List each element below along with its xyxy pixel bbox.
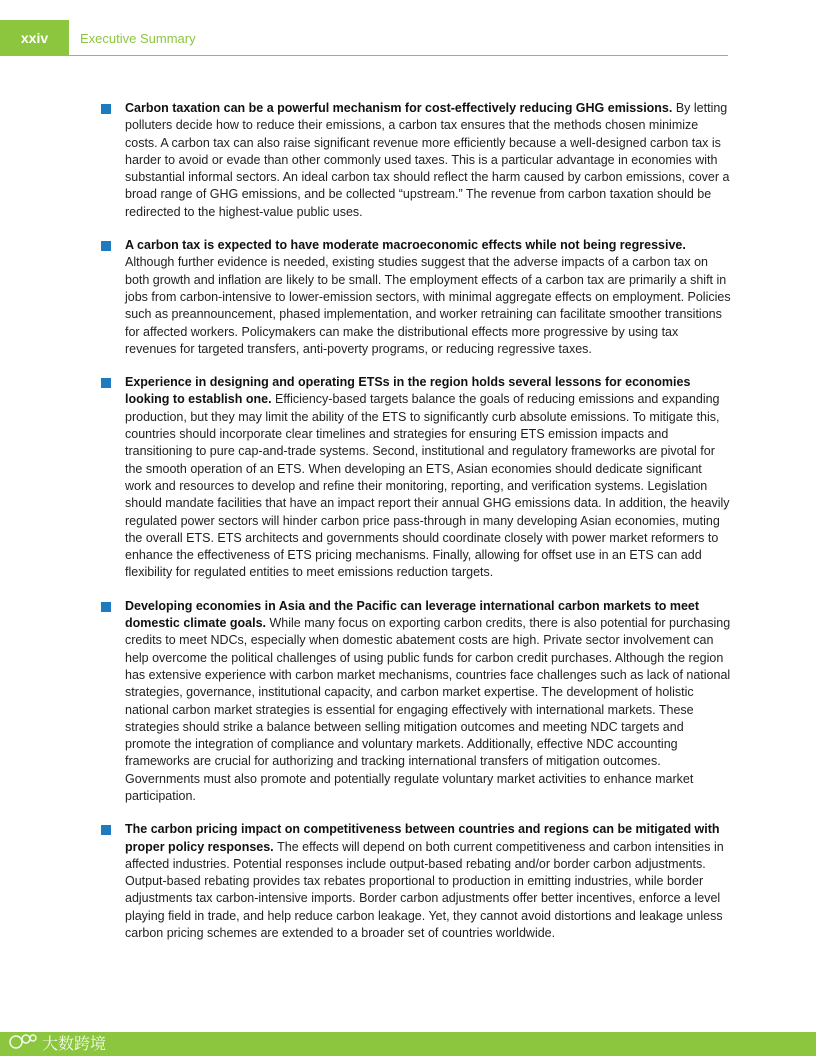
bullet-item bbox=[101, 100, 731, 221]
bullet-body: The effects will depend on both current competitiveness and carbon intensities in affected industries. Potential responses include output-based rebating and/or border carbon adjustments. Output-based rebating provides tax rebates proportional to production in emitting industries, while border adjustments tax carbon-intensive imports. Border carbon adjustments offer better incentives, enforce a level playing field in trade, and help reduce carbon leakage. Yet, they cannot avoid distortions and leakage unless carbon pricing schemes are extended to a broader set of countries worldwide. bbox=[125, 839, 724, 941]
bullet-square-icon bbox=[101, 241, 111, 251]
bullet-lead: Carbon taxation can be a powerful mechanism for cost-effectively reducing GHG emissions. bbox=[125, 101, 676, 115]
bullet-body: While many focus on exporting carbon credits, there is also potential for purchasing credits to meet NDCs, especially when domestic abatement costs are high. Private sector involvement can help overcome the political challenges of using public funds for carbon credit purchases. Although the region has extensive experience with carbon market mechanisms, countries face challenges such as lack of national strategies, governance, institutional capacity, and carbon market expertise. The development of holistic national carbon market strategies is essential for engaging effectively with international markets. These strategies should strike a balance between selling mitigation outcomes and meeting NDC targets and promote the integration of compliance and voluntary markets. Additionally, effective NDC accounting frameworks are crucial for authorizing and tracking international transfers of mitigation outcomes. Governments must also promote and potentially regulate voluntary market activities to enhance market participation. bbox=[125, 616, 731, 803]
bullet-body: By letting polluters decide how to reduce their emissions, a carbon tax ensures that the methods chosen minimize costs. A carbon tax can also raise significant revenue more efficiently because a well-designed carbon tax is harder to avoid or evade than other commonly used taxes. This is a particular advantage in economies with substantial informal sectors. An ideal carbon tax should reflect the harm caused by carbon emissions, cover a broad range of GHG emissions, and be collected “upstream.” The revenue from carbon taxation should be redirected to the highest-value public uses. bbox=[125, 101, 730, 219]
bullet-square-icon bbox=[101, 602, 111, 612]
bullet-lead: A carbon tax is expected to have moderate macroeconomic effects while not being regressive. bbox=[125, 238, 686, 253]
bullet-item bbox=[101, 374, 731, 582]
page-number: xxiv bbox=[0, 20, 69, 56]
header-divider bbox=[69, 55, 728, 56]
watermark bbox=[8, 1030, 106, 1054]
watermark-text: 大数跨境 bbox=[42, 1035, 107, 1053]
footer-bar bbox=[0, 1032, 816, 1056]
bullet-square-icon bbox=[101, 378, 111, 388]
bullet-item bbox=[101, 598, 731, 806]
bullet-square-icon bbox=[101, 104, 111, 114]
bullet-lead: Experience in designing and operating ETSs in the region holds several lessons for economies looking to establish one. bbox=[125, 375, 691, 407]
bullet-item bbox=[101, 237, 731, 358]
bullet-body: Although further evidence is needed, existing studies suggest that the adverse impacts of a carbon tax on both growth and inflation are likely to be small. The employment effects of a carbon tax are primarily a shift in jobs from carbon-intensive to lower-emission sectors, with minimal aggregate effects on employment. Policies such as preannouncement, phased implementation, and worker retraining can facilitate smoother transitions for affected workers. Policymakers can make the distributional effects more progressive by using tax revenues for targeted transfers, anti-poverty programs, or reducing regressive taxes. bbox=[125, 255, 731, 356]
bullet-lead: The carbon pricing impact on competitiveness between countries and regions can be mitigated with proper policy responses. bbox=[125, 822, 720, 854]
bullet-item bbox=[101, 821, 731, 942]
section-title: Executive Summary bbox=[80, 31, 196, 46]
summary-bullet-list bbox=[101, 100, 731, 958]
watermark-logo-icon bbox=[8, 1032, 38, 1052]
bullet-lead: Developing economies in Asia and the Pacific can leverage international carbon markets to meet domestic climate goals. bbox=[125, 598, 700, 631]
bullet-square-icon bbox=[101, 825, 111, 835]
bullet-body: Efficiency-based targets balance the goals of reducing emissions and expanding production, but they may limit the ability of the ETS to significantly curb absolute emissions. To mitigate this, countries should incorporate clear timelines and strategies for ensuring ETS emission impacts and transitioning to pure cap-and-trade systems. Second, institutional and regulatory frameworks are pivotal for the smooth operation of an ETS. When developing an ETS, Asian economies should dedicate significant work and resources to develop and refine their monitoring, reporting, and verification systems. Legislation should mandate facilities that have an impact report their annual GHG emissions data. In addition, the heavily regulated power sectors will hinder carbon price pass-through in many developing Asian economies, muting the overall ETS. ETS architects and governments should coordinate closely with power market reformers to enhance the effectiveness of ETS pricing mechanisms. Finally, allowing for offset use in an ETS can add flexibility for regulated entities to meet emissions reduction targets. bbox=[125, 392, 730, 580]
